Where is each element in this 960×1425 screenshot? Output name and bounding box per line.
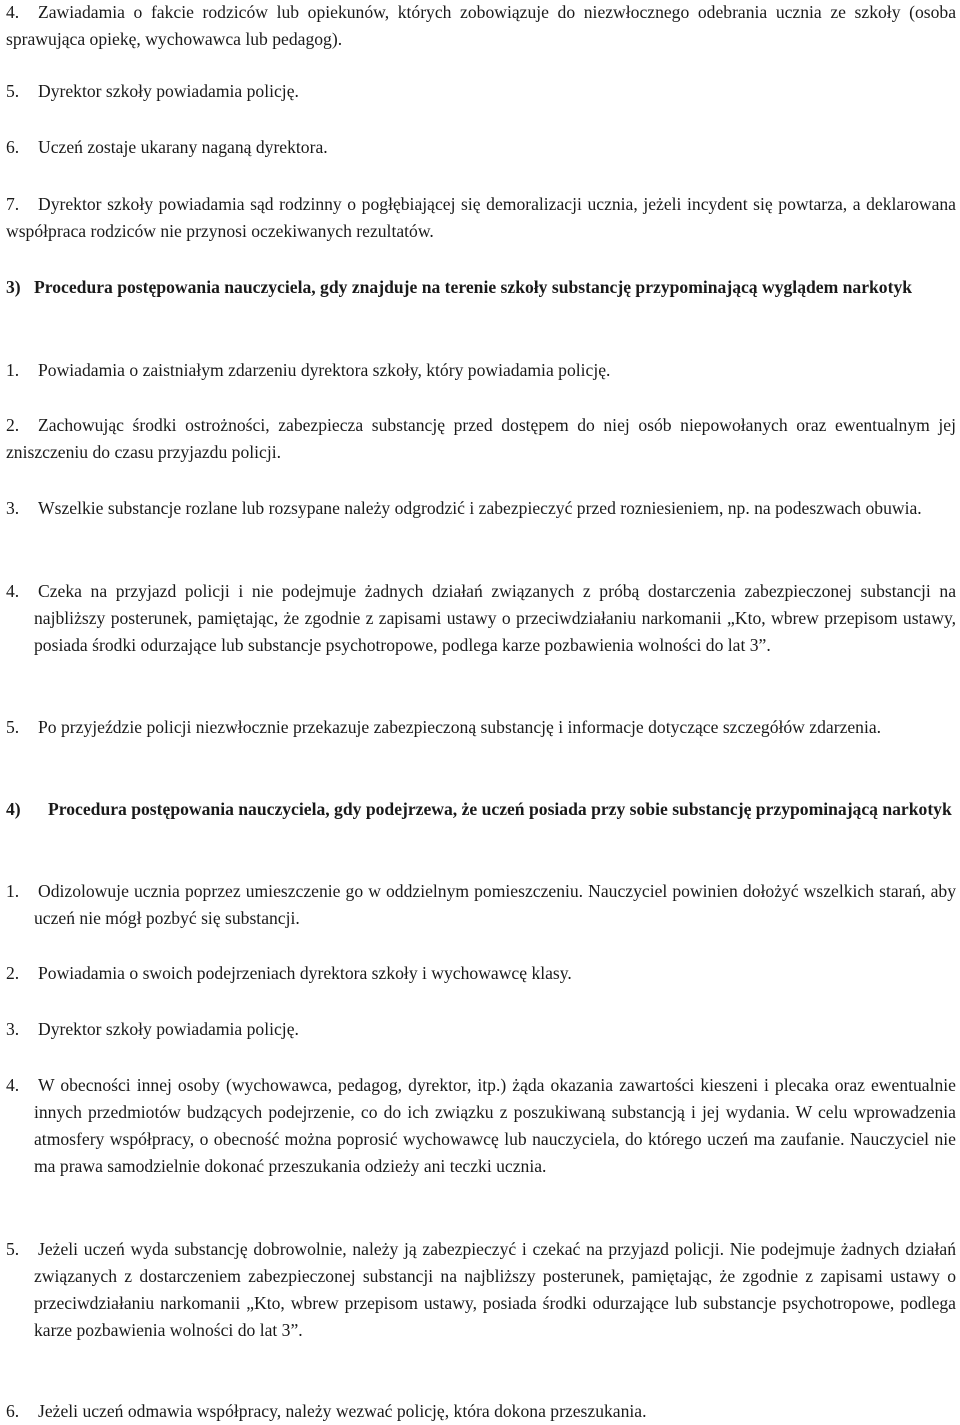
list-item [6,1016,956,1043]
section-heading [6,796,956,823]
item-number: 7. [6,194,20,214]
section-heading-text: Procedura postępowania nauczyciela, gdy podejrzewa, że uczeń posiada przy sobie substancję przypominającą narkotyk [48,799,952,819]
list-item [6,1072,956,1180]
list-item [6,1398,956,1425]
list-item [6,134,956,161]
item-number: 1. [6,360,20,380]
list-item [6,1236,956,1344]
item-number: 3. [6,498,20,518]
item-text: Dyrektor szkoły powiadamia policję. [38,1019,299,1039]
item-number: 2. [6,415,20,435]
item-text: Uczeń zostaje ukarany naganą dyrektora. [38,137,328,157]
list-item [6,578,956,659]
list-item [6,191,956,245]
item-number: 1. [6,881,20,901]
list-item [6,878,956,932]
section-number: 3) [6,277,21,297]
item-text: Powiadamia o zaistniałym zdarzeniu dyrektora szkoły, który powiadamia policję. [38,360,611,380]
list-item [6,714,956,741]
item-text: Dyrektor szkoły powiadamia sąd rodzinny o pogłębiającej się demoralizacji ucznia, jeżeli incydent się powtarza, a deklarowana współpraca rodziców nie przynosi oczekiwanych rezultatów. [6,194,956,241]
item-number: 4. [6,2,20,22]
item-number: 3. [6,1019,20,1039]
item-text: Czeka na przyjazd policji i nie podejmuje żadnych działań związanych z próbą dostarczenia zabezpieczonej substancji na najbliższy posterunek, pamiętając, że zgodnie z zapisami ustawy o przeciwdziałaniu narkomanii „Kto, wbrew przepisom ustawy, posiada środki odurzające lub substancje psychotropowe, podlega karze pozbawienia wolności do lat 3”. [34,581,956,655]
item-text: W obecności innej osoby (wychowawca, pedagog, dyrektor, itp.) żąda okazania zawartości kieszeni i plecaka oraz ewentualnie innych przedmiotów budzących podejrzenie, co do ich związku z poszukiwaną substancją i jej wydania. W celu wprowadzenia atmosfery współpracy, o obecność można poprosić wychowawcę lub nauczyciela, do którego uczeń ma zaufanie. Nauczyciel nie ma prawa samodzielnie dokonać przeszukania odzieży ani teczki ucznia. [34,1075,956,1176]
item-text: Zachowując środki ostrożności, zabezpiecza substancję przed dostępem do niej osób niepowołanych oraz ewentualnym jej zniszczeniu do czasu przyjazdu policji. [6,415,956,462]
section-heading [6,274,956,301]
item-number: 4. [6,581,20,601]
item-text: Odizolowuje ucznia poprzez umieszczenie go w oddzielnym pomieszczeniu. Nauczyciel powinien dołożyć wszelkich starań, aby uczeń nie mógł pozbyć się substancji. [34,881,956,928]
item-number: 5. [6,717,20,737]
item-text: Po przyjeździe policji niezwłocznie przekazuje zabezpieczoną substancję i informacje dotyczące szczegółów zdarzenia. [38,717,882,737]
list-item [6,960,956,987]
item-text: Jeżeli uczeń odmawia współpracy, należy wezwać policję, która dokona przeszukania. [38,1401,647,1421]
item-number: 6. [6,137,20,157]
item-text: Dyrektor szkoły powiadamia policję. [38,81,299,101]
item-text: Powiadamia o swoich podejrzeniach dyrektora szkoły i wychowawcę klasy. [38,963,572,983]
item-number: 5. [6,81,20,101]
list-item [6,78,956,105]
item-text: Wszelkie substancje rozlane lub rozsypane należy odgrodzić i zabezpieczyć przed rozniesieniem, np. na podeszwach obuwia. [38,498,922,518]
item-number: 6. [6,1401,20,1421]
item-number: 4. [6,1075,20,1095]
list-item [6,0,956,53]
list-item [6,357,956,384]
item-text: Zawiadamia o fakcie rodziców lub opiekunów, których zobowiązuje do niezwłocznego odebrania ucznia ze szkoły (osoba sprawująca opiekę, wychowawca lub pedagog). [6,2,956,49]
section-heading-text: Procedura postępowania nauczyciela, gdy znajduje na terenie szkoły substancję przypominającą wyglądem narkotyk [34,277,913,297]
list-item [6,412,956,466]
item-number: 2. [6,963,20,983]
list-item [6,495,956,522]
item-text: Jeżeli uczeń wyda substancję dobrowolnie, należy ją zabezpieczyć i czekać na przyjazd policji. Nie podejmuje żadnych działań związanych z dostarczeniem zabezpieczonej substancji na najbliższy posterunek, pamiętając, że zgodnie z zapisami ustawy o przeciwdziałaniu narkomanii „Kto, wbrew przepisom ustawy, posiada środki odurzające lub substancje psychotropowe, podlega karze pozbawienia wolności do lat 3”. [34,1239,956,1340]
section-number: 4) [6,799,21,819]
item-number: 5. [6,1239,20,1259]
